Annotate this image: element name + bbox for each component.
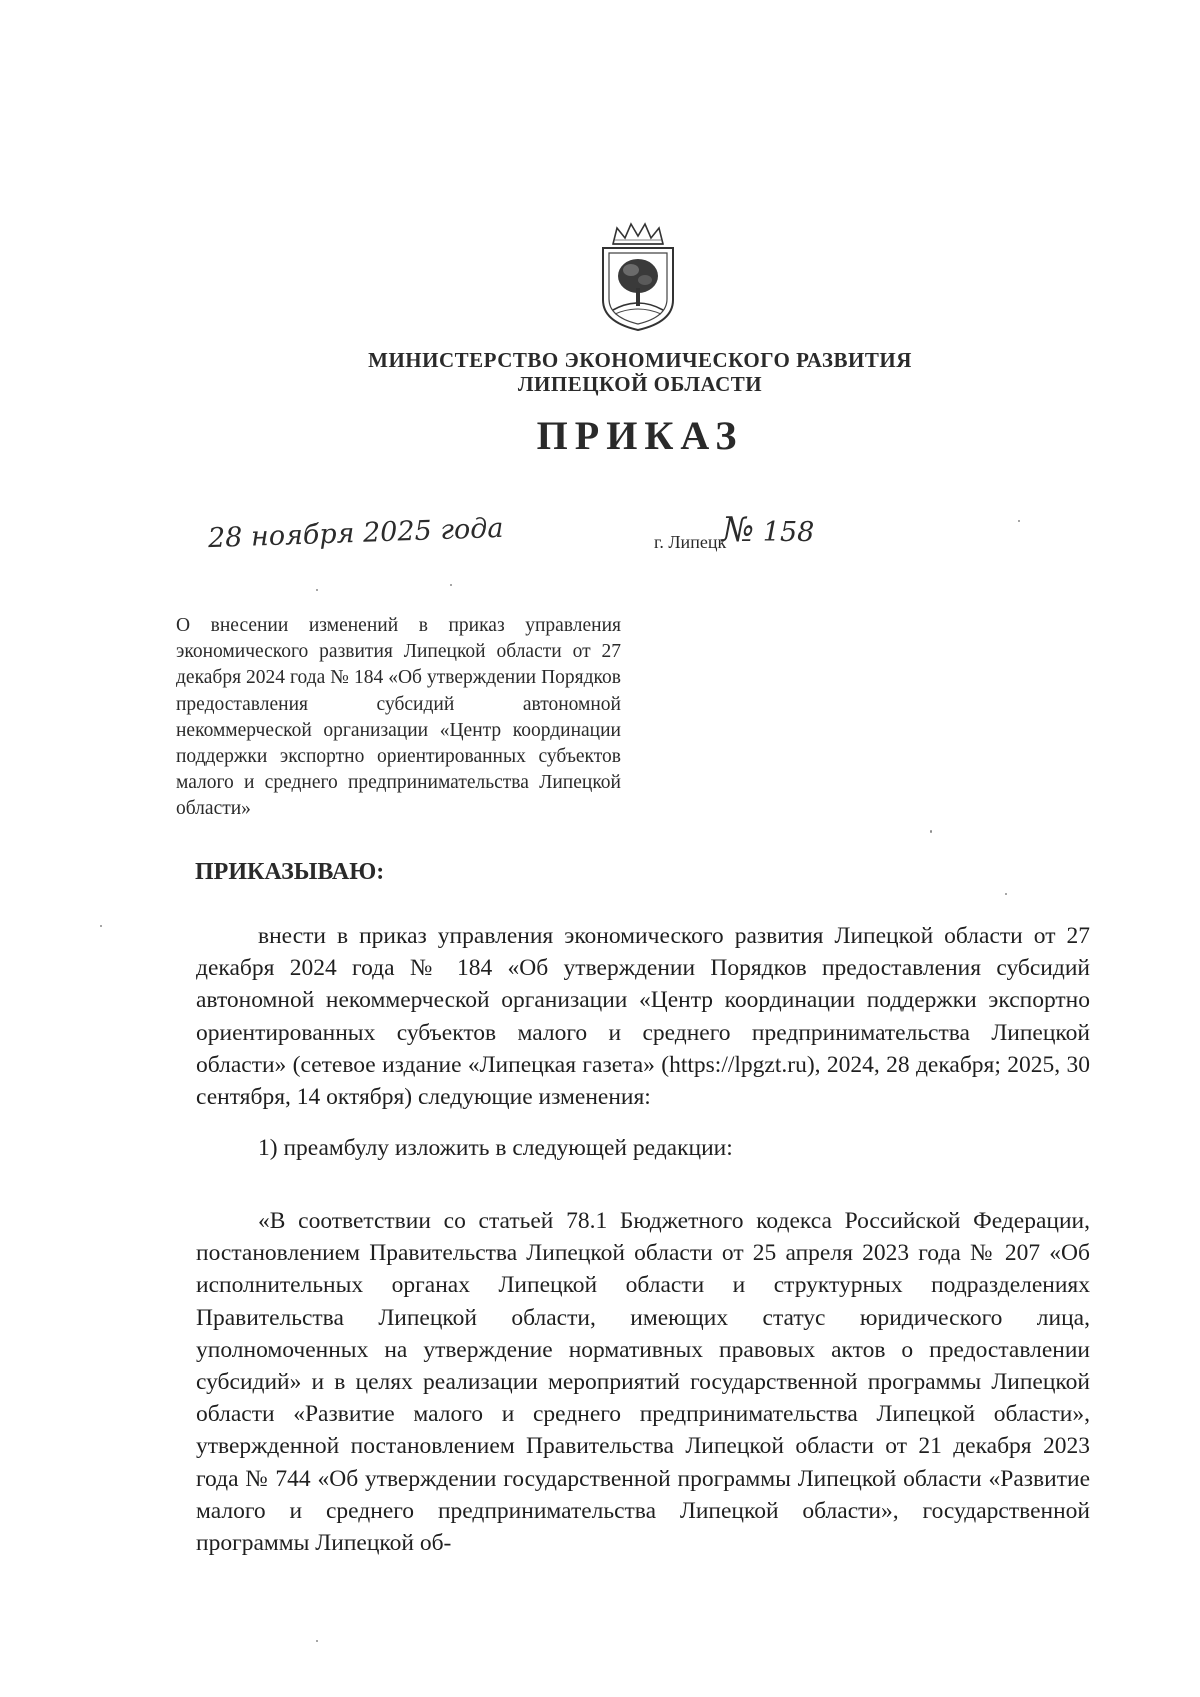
scan-speck	[316, 1640, 318, 1642]
body-paragraph-2: 1) преамбулу изложить в следующей редакции:	[258, 1135, 733, 1161]
order-directive-heading: ПРИКАЗЫВАЮ:	[195, 859, 385, 885]
ministry-name	[0, 348, 1200, 396]
city-label: г. Липецк	[654, 532, 727, 552]
body-paragraph-1: внести в приказ управления экономического развития Липецкой области от 27 декабря 2024 года № 184 «Об утверждении Порядков предоставления субсидий автономной некоммерческой организации «Центр координации поддержки экспортно ориентированных субъектов малого и среднего предпринимательства Липецкой области» (сетевое издание «Липецкая газета» (https://lpgzt.ru), 2024, 28 декабря; 2025, 30 сентября, 14 октября) следующие изменения:	[196, 923, 1090, 1111]
scan-speck	[100, 925, 102, 927]
body-paragraph-3: «В соответствии со статьей 78.1 Бюджетного кодекса Российской Федерации, постановлением Правительства Липецкой области от 25 апреля 2023 года № 207 «Об исполнительных органах Липецкой области и структурных подразделениях Правительства Липецкой области, имеющих статус юридического лица, уполномоченных на утверждение нормативных правовых актов о предоставлении субсидий» и в целях реализации мероприятий государственной программы Липецкой области «Развитие малого и среднего предпринимательства Липецкой области», утвержденной постановлением Правительства Липецкой области от 21 декабря 2023 года № 744 «Об утверждении государственной программы Липецкой области «Развитие малого и среднего предпринимательства Липецкой области», государственной программы Липецкой об-	[196, 1208, 1090, 1557]
order-subject: О внесении изменений в приказ управления экономического развития Липецкой области от 27 декабря 2024 года № 184 «Об утверждении Порядков предоставления субсидий автономной некоммерческой организации «Центр координации поддержки экспортно ориентированных субъектов малого и среднего предпринимательства Липецкой области»	[176, 615, 621, 820]
document-title: ПРИКАЗ	[536, 413, 744, 458]
ministry-name-line1: МИНИСТЕРСТВО ЭКОНОМИЧЕСКОГО РАЗВИТИЯ	[368, 348, 912, 372]
scan-speck	[450, 584, 452, 586]
scan-speck	[930, 830, 932, 833]
scan-speck	[1005, 893, 1007, 895]
coat-of-arms-icon	[595, 222, 681, 332]
scan-speck	[1018, 520, 1020, 522]
scan-speck	[316, 589, 318, 591]
ministry-name-line2: ЛИПЕЦКОЙ ОБЛАСТИ	[517, 372, 763, 396]
number-sign: №	[722, 510, 755, 550]
handwritten-date: 28 ноября 2025 года	[207, 512, 504, 555]
handwritten-order-number	[722, 510, 814, 550]
order-number-value: 158	[762, 517, 815, 548]
